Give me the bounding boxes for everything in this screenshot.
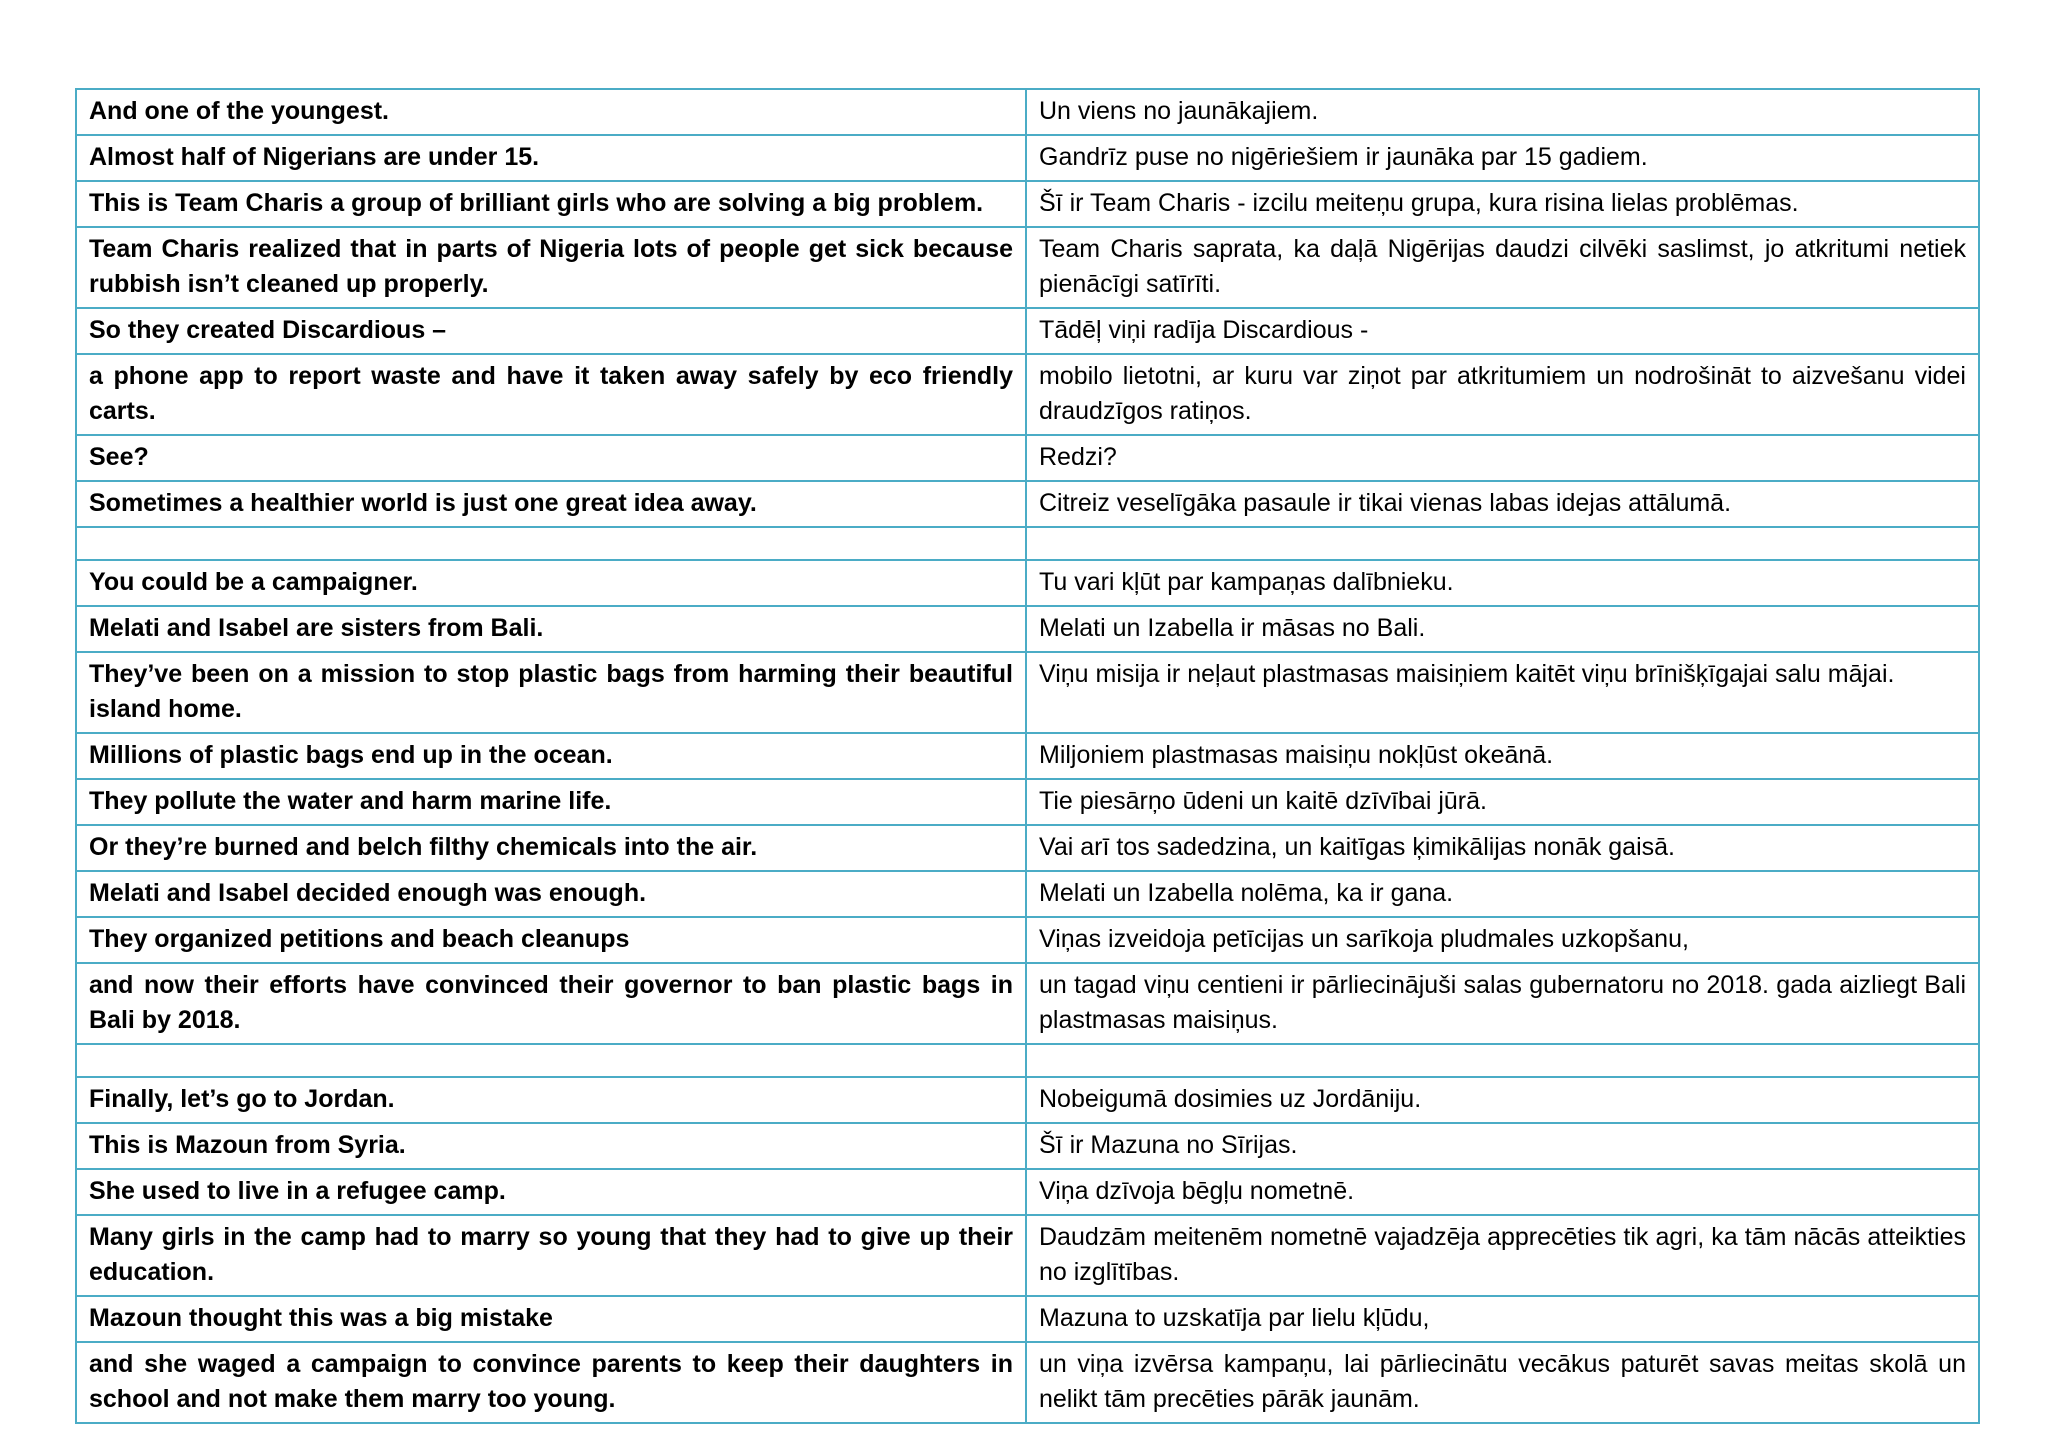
latvian-text-cell: [1026, 527, 1979, 560]
table-row: [76, 1169, 1979, 1215]
table-row: [76, 435, 1979, 481]
latvian-text-cell: un viņa izvērsa kampaņu, lai pārliecinātu vecākus paturēt savas meitas skolā un nelikt tām precēties pārāk jaunām.: [1026, 1342, 1979, 1423]
table-row: [76, 606, 1979, 652]
table-row: [76, 527, 1979, 560]
table-row: [76, 1077, 1979, 1123]
latvian-text-cell: Nobeigumā dosimies uz Jordāniju.: [1026, 1077, 1979, 1123]
table-row: [76, 779, 1979, 825]
latvian-text-cell: Redzi?: [1026, 435, 1979, 481]
english-text-cell: Many girls in the camp had to marry so young that they had to give up their education.: [76, 1215, 1026, 1296]
table-row: [76, 1215, 1979, 1296]
table-row: [76, 135, 1979, 181]
latvian-text-cell: Tie piesārņo ūdeni un kaitē dzīvībai jūrā.: [1026, 779, 1979, 825]
english-text-cell: She used to live in a refugee camp.: [76, 1169, 1026, 1215]
table-row: [76, 963, 1979, 1044]
latvian-text-cell: Šī ir Mazuna no Sīrijas.: [1026, 1123, 1979, 1169]
english-text-cell: [76, 1044, 1026, 1077]
table-row: [76, 1123, 1979, 1169]
translation-table-body: [76, 89, 1979, 1423]
english-text-cell: Team Charis realized that in parts of Nigeria lots of people get sick because rubbish isn’t cleaned up properly.: [76, 227, 1026, 308]
latvian-text-cell: Melati un Izabella nolēma, ka ir gana.: [1026, 871, 1979, 917]
english-text-cell: You could be a campaigner.: [76, 560, 1026, 606]
latvian-text-cell: Melati un Izabella ir māsas no Bali.: [1026, 606, 1979, 652]
latvian-text-cell: Miljoniem plastmasas maisiņu nokļūst okeānā.: [1026, 733, 1979, 779]
english-text-cell: Melati and Isabel decided enough was enough.: [76, 871, 1026, 917]
english-text-cell: Finally, let’s go to Jordan.: [76, 1077, 1026, 1123]
table-row: [76, 181, 1979, 227]
english-text-cell: Or they’re burned and belch filthy chemicals into the air.: [76, 825, 1026, 871]
table-row: [76, 89, 1979, 135]
english-text-cell: This is Team Charis a group of brilliant girls who are solving a big problem.: [76, 181, 1026, 227]
table-row: [76, 652, 1979, 733]
latvian-text-cell: Un viens no jaunākajiem.: [1026, 89, 1979, 135]
table-row: [76, 1342, 1979, 1423]
table-row: [76, 825, 1979, 871]
latvian-text-cell: mobilo lietotni, ar kuru var ziņot par atkritumiem un nodrošināt to aizvešanu videi draudzīgos ratiņos.: [1026, 354, 1979, 435]
english-text-cell: Melati and Isabel are sisters from Bali.: [76, 606, 1026, 652]
latvian-text-cell: Gandrīz puse no nigēriešiem ir jaunāka par 15 gadiem.: [1026, 135, 1979, 181]
table-row: [76, 871, 1979, 917]
english-text-cell: They’ve been on a mission to stop plastic bags from harming their beautiful island home.: [76, 652, 1026, 733]
latvian-text-cell: Šī ir Team Charis - izcilu meiteņu grupa, kura risina lielas problēmas.: [1026, 181, 1979, 227]
latvian-text-cell: Mazuna to uzskatīja par lielu kļūdu,: [1026, 1296, 1979, 1342]
latvian-text-cell: Tu vari kļūt par kampaņas dalībnieku.: [1026, 560, 1979, 606]
english-text-cell: Mazoun thought this was a big mistake: [76, 1296, 1026, 1342]
table-row: [76, 354, 1979, 435]
latvian-text-cell: Viņa dzīvoja bēgļu nometnē.: [1026, 1169, 1979, 1215]
translation-table: [75, 88, 1980, 1424]
latvian-text-cell: Viņas izveidoja petīcijas un sarīkoja pludmales uzkopšanu,: [1026, 917, 1979, 963]
english-text-cell: So they created Discardious –: [76, 308, 1026, 354]
table-row: [76, 481, 1979, 527]
table-row: [76, 733, 1979, 779]
latvian-text-cell: Daudzām meitenēm nometnē vajadzēja apprecēties tik agri, ka tām nācās atteikties no izglītības.: [1026, 1215, 1979, 1296]
table-row: [76, 917, 1979, 963]
table-row: [76, 227, 1979, 308]
english-text-cell: Sometimes a healthier world is just one great idea away.: [76, 481, 1026, 527]
english-text-cell: and now their efforts have convinced their governor to ban plastic bags in Bali by 2018.: [76, 963, 1026, 1044]
table-row: [76, 1044, 1979, 1077]
latvian-text-cell: Vai arī tos sadedzina, un kaitīgas ķimikālijas nonāk gaisā.: [1026, 825, 1979, 871]
latvian-text-cell: Viņu misija ir neļaut plastmasas maisiņiem kaitēt viņu brīnišķīgajai salu mājai.: [1026, 652, 1979, 733]
english-text-cell: Almost half of Nigerians are under 15.: [76, 135, 1026, 181]
table-row: [76, 560, 1979, 606]
table-row: [76, 308, 1979, 354]
latvian-text-cell: un tagad viņu centieni ir pārliecinājuši salas gubernatoru no 2018. gada aizliegt Bali plastmasas maisiņus.: [1026, 963, 1979, 1044]
english-text-cell: a phone app to report waste and have it taken away safely by eco friendly carts.: [76, 354, 1026, 435]
document-sheet: [75, 88, 1978, 1424]
latvian-text-cell: Team Charis saprata, ka daļā Nigērijas daudzi cilvēki saslimst, jo atkritumi netiek pienācīgi satīrīti.: [1026, 227, 1979, 308]
latvian-text-cell: Tādēļ viņi radīja Discardious -: [1026, 308, 1979, 354]
english-text-cell: They pollute the water and harm marine life.: [76, 779, 1026, 825]
english-text-cell: This is Mazoun from Syria.: [76, 1123, 1026, 1169]
english-text-cell: Millions of plastic bags end up in the ocean.: [76, 733, 1026, 779]
latvian-text-cell: Citreiz veselīgāka pasaule ir tikai vienas labas idejas attālumā.: [1026, 481, 1979, 527]
english-text-cell: And one of the youngest.: [76, 89, 1026, 135]
english-text-cell: [76, 527, 1026, 560]
english-text-cell: See?: [76, 435, 1026, 481]
latvian-text-cell: [1026, 1044, 1979, 1077]
english-text-cell: and she waged a campaign to convince parents to keep their daughters in school and not make them marry too young.: [76, 1342, 1026, 1423]
table-row: [76, 1296, 1979, 1342]
english-text-cell: They organized petitions and beach cleanups: [76, 917, 1026, 963]
